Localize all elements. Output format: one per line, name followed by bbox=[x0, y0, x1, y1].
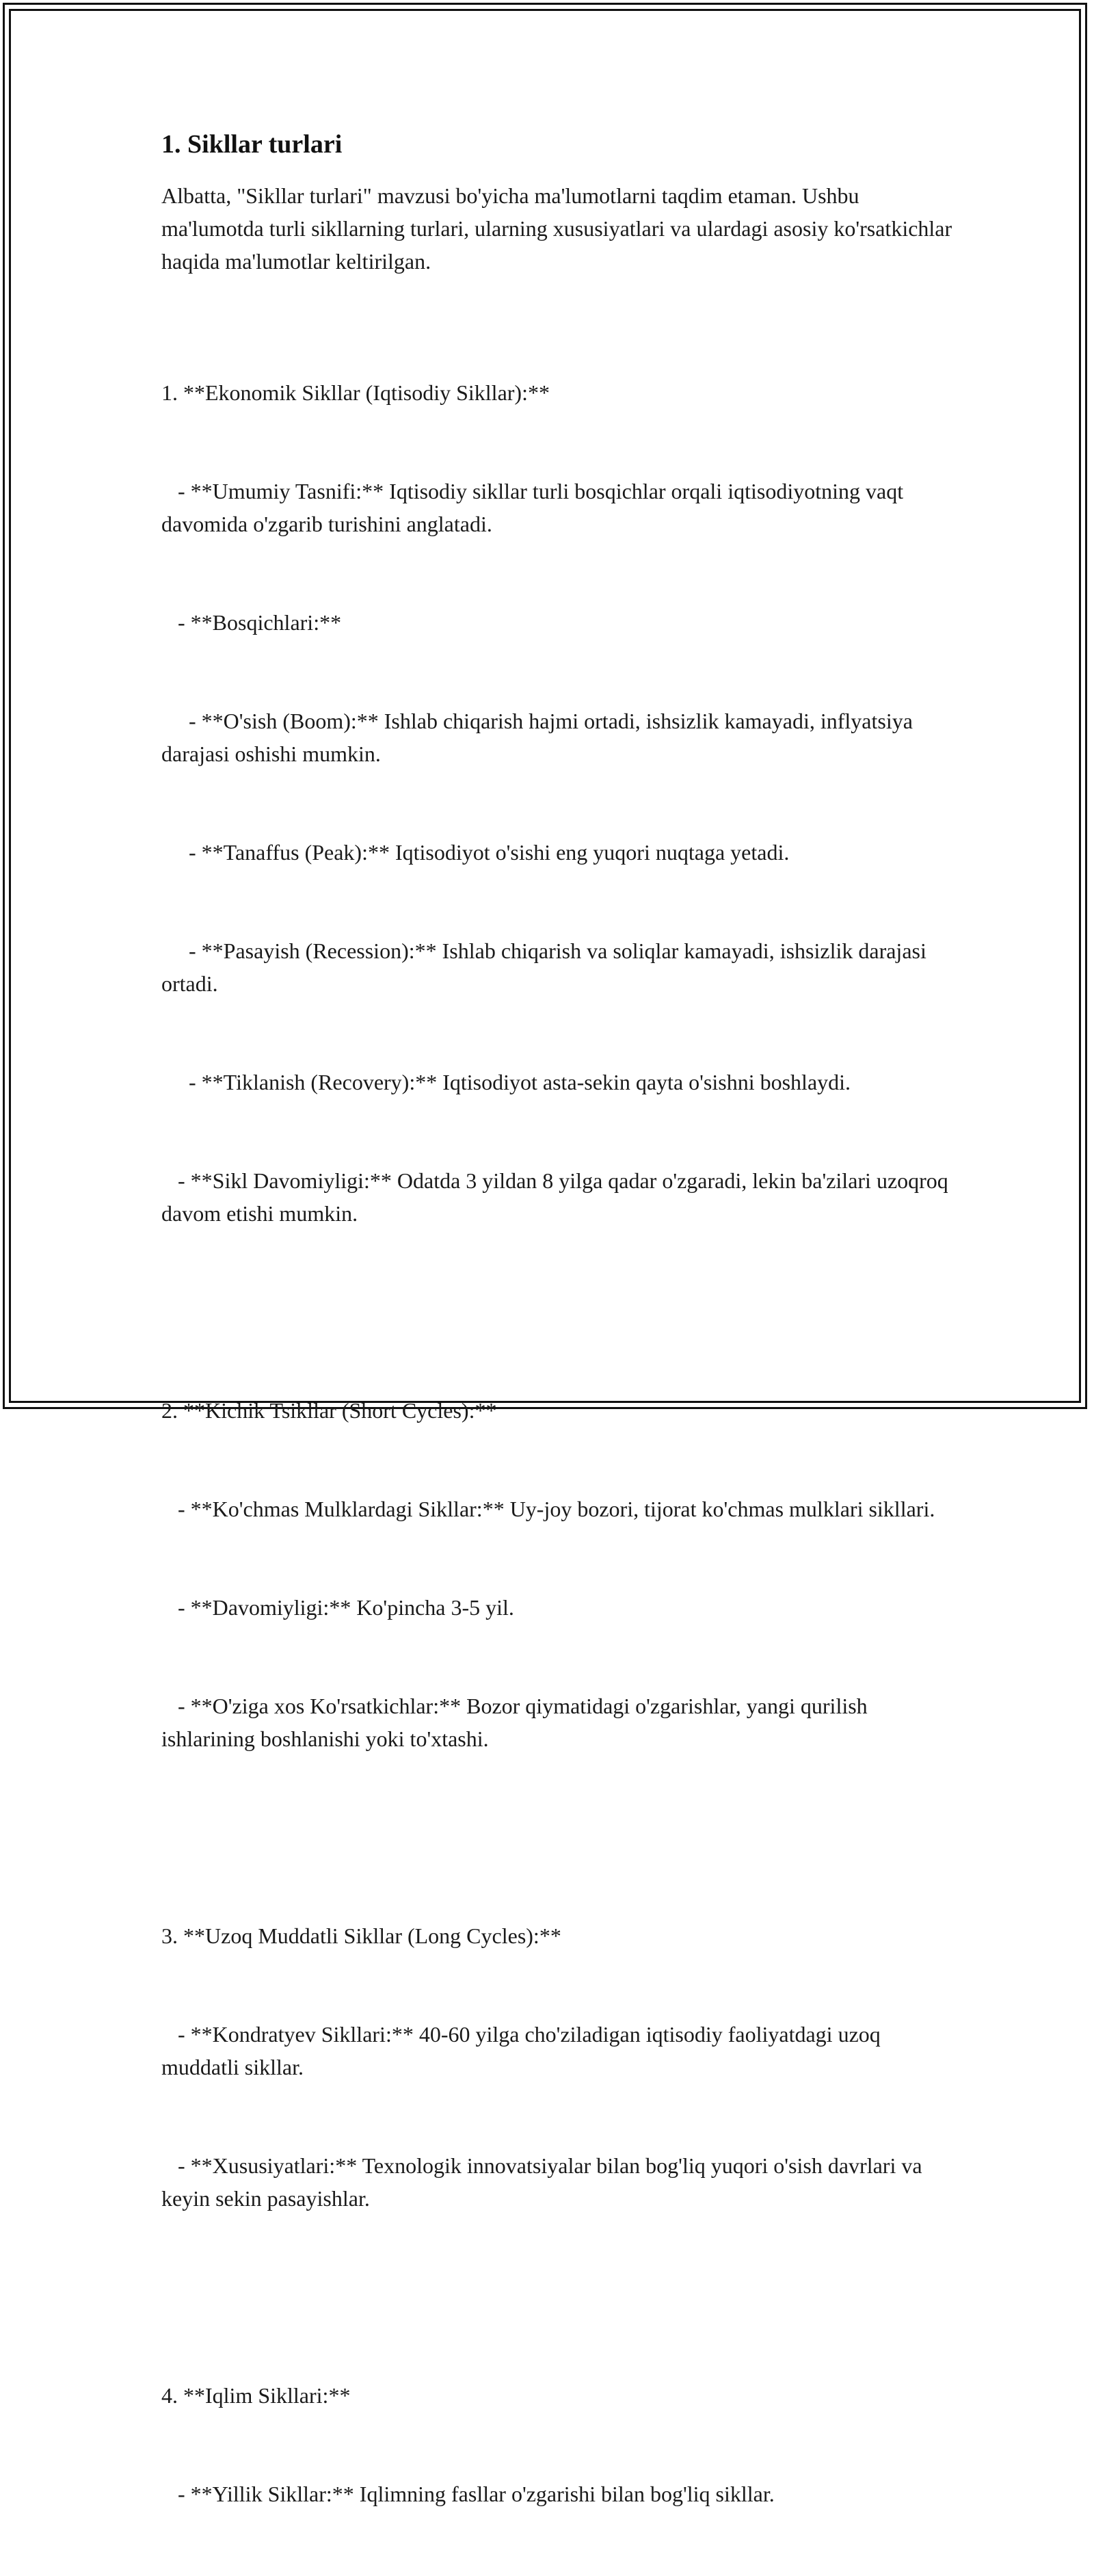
body-line: - **Ko'chmas Mulklardagi Sikllar:** Uy-joy bozori, tijorat ko'chmas mulklari sikllari. bbox=[161, 1497, 935, 1521]
body-line: - **Kondratyev Sikllari:** 40-60 yilga cho'ziladigan iqtisodiy faoliyatdagi uzoq muddatli sikllar. bbox=[161, 2022, 886, 2079]
body-line: - **O'ziga xos Ko'rsatkichlar:** Bozor qiymatidagi o'zgarishlar, yangi qurilish ishlarining boshlanishi yoki to'xtashi. bbox=[161, 1694, 873, 1751]
document-title: 1. Sikllar turlari bbox=[161, 130, 343, 159]
body-line: - **Sikl Davomiyligi:** Odatda 3 yildan 8 yilga qadar o'zgaradi, lekin ba'zilari uzoqroq davom etishi mumkin. bbox=[161, 1168, 954, 1226]
body-line: - **Tiklanish (Recovery):** Iqtisodiyot asta-sekin qayta o'sishni boshlaydi. bbox=[161, 1070, 851, 1094]
intro-paragraph: Albatta, "Sikllar turlari" mavzusi bo'yicha ma'lumotlarni taqdim etaman. Ushbu ma'lumotda turli sikllarning turlari, ularning xususiyatlari va ulardagi asosiy ko'rsatkichlar haqida ma'lumotlar keltirilgan. bbox=[161, 183, 952, 274]
document-content bbox=[161, 127, 961, 2576]
body-line: - **Bosqichlari:** bbox=[161, 610, 342, 635]
document-body bbox=[161, 311, 961, 2576]
body-line: - **O'sish (Boom):** Ishlab chiqarish hajmi ortadi, ishsizlik kamayadi, inflyatsiya darajasi oshishi mumkin. bbox=[161, 709, 918, 766]
body-line: - **Yillik Sikllar:** Iqlimning fasllar o'zgarishi bilan bog'liq sikllar. bbox=[161, 2482, 775, 2506]
blank-line bbox=[161, 1821, 961, 1854]
body-line: 1. **Ekonomik Sikllar (Iqtisodiy Sikllar):** bbox=[161, 380, 550, 405]
body-line: - **Pasayish (Recession):** Ishlab chiqarish va soliqlar kamayadi, ishsizlik darajasi ortadi. bbox=[161, 938, 932, 996]
blank-line bbox=[161, 1296, 961, 1328]
body-line: - **Umumiy Tasnifi:** Iqtisodiy sikllar turli bosqichlar orqali iqtisodiyotning vaqt davomida o'zgarib turishini anglatadi. bbox=[161, 479, 909, 536]
body-line: - **Davomiyligi:** Ko'pincha 3-5 yil. bbox=[161, 1595, 514, 1620]
body-line: - **Xususiyatlari:** Texnologik innovatsiyalar bilan bog'liq yuqori o'sish davrlari va keyin sekin pasayishlar. bbox=[161, 2153, 928, 2211]
body-line: 2. **Kichik Tsikllar (Short Cycles):** bbox=[161, 1398, 497, 1423]
body-line: 3. **Uzoq Muddatli Sikllar (Long Cycles):** bbox=[161, 1923, 561, 1948]
blank-line bbox=[161, 2281, 961, 2313]
body-line: 4. **Iqlim Sikllari:** bbox=[161, 2383, 351, 2408]
body-line: - **Tanaffus (Peak):** Iqtisodiyot o'sishi eng yuqori nuqtaga yetadi. bbox=[161, 840, 790, 865]
